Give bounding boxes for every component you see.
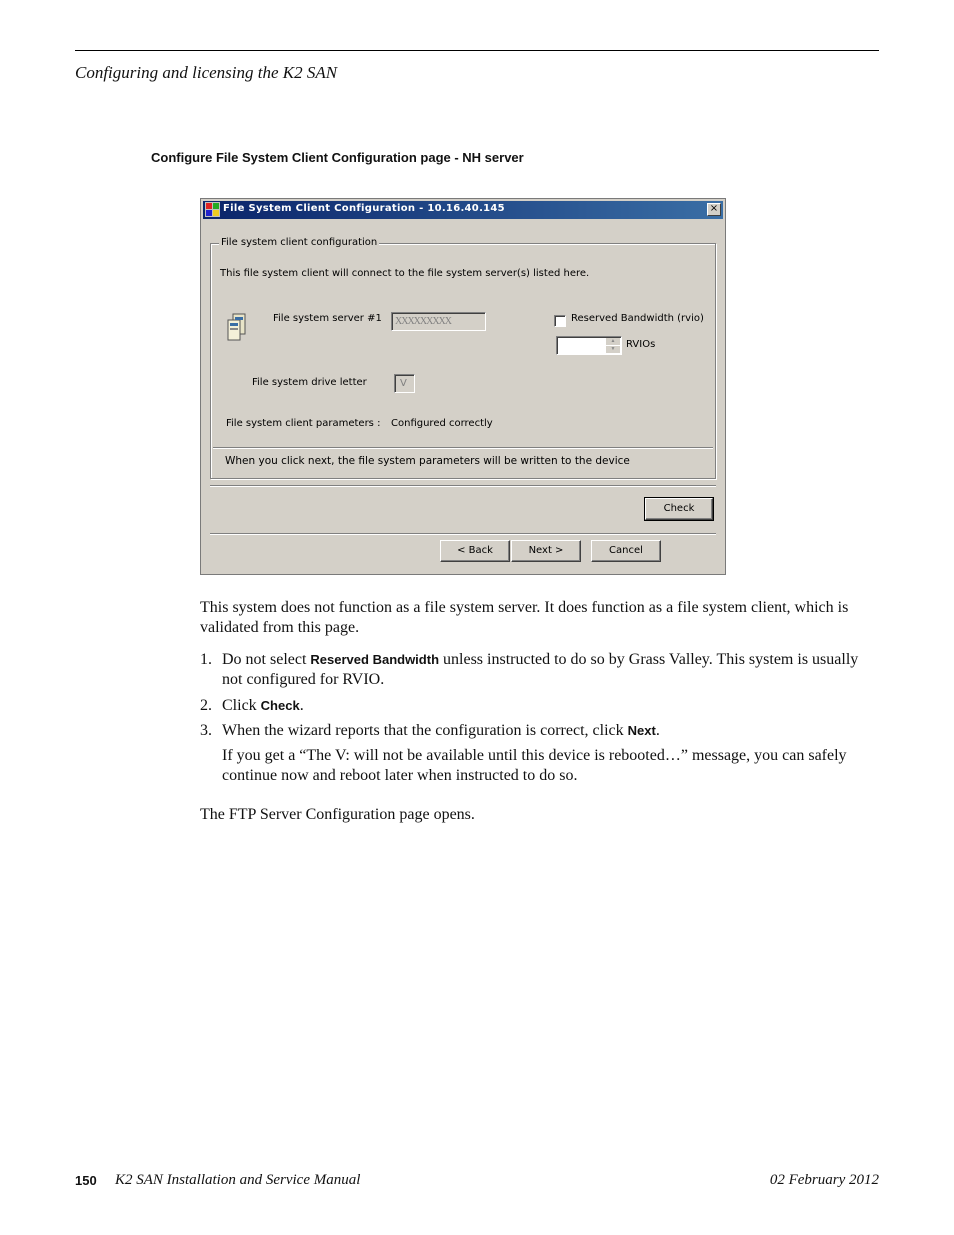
step-3-text-start: When the wizard reports that the configuration is correct, click	[222, 722, 628, 739]
spin-down-icon[interactable]: ▼	[606, 346, 620, 354]
step-3-note: If you get a “The V: will not be available until this device is rebooted…” message, you can safely continue now and reboot later when instructed to do so.	[222, 747, 847, 784]
step-2-text-start: Click	[222, 697, 261, 714]
note-separator	[213, 447, 713, 449]
drive-letter-value: V	[400, 378, 407, 389]
check-button[interactable]: Check	[645, 498, 713, 520]
server-input[interactable]	[391, 312, 486, 331]
page-number: 150	[75, 1173, 97, 1188]
publication-date: 02 February 2012	[769, 1172, 879, 1188]
server-value: XXXXXXXXX	[395, 316, 451, 327]
lower-separator	[210, 533, 716, 535]
step-3	[222, 721, 660, 741]
server-icon	[226, 312, 252, 342]
manual-title: K2 SAN Installation and Service Manual	[115, 1172, 361, 1188]
intro-paragraph: This system does not function as a file system server. It does function as a file system client, which is validated from this page.	[200, 599, 849, 636]
figure-caption: Configure File System Client Configuration page - NH server	[151, 150, 524, 165]
app-icon	[205, 202, 220, 217]
drive-letter-label: File system drive letter	[252, 377, 367, 388]
reserved-bandwidth-checkbox[interactable]	[554, 315, 566, 327]
intro-text: This file system client will connect to the file system server(s) listed here.	[220, 268, 590, 279]
step-1-number: 1.	[200, 651, 212, 668]
step-2	[222, 696, 304, 716]
rvio-spinner[interactable]	[556, 336, 622, 355]
header-rule	[75, 50, 879, 51]
write-note: When you click next, the file system parameters will be written to the device	[225, 455, 630, 467]
reserved-bandwidth-term: Reserved Bandwidth	[310, 652, 440, 667]
check-term: Check	[260, 698, 300, 713]
server-label: File system server #1	[273, 313, 382, 324]
step-1-text-start: Do not select	[222, 651, 311, 668]
next-button[interactable]: Next >	[511, 540, 581, 562]
close-icon: ×	[709, 203, 719, 214]
next-term: Next	[627, 723, 656, 738]
back-button[interactable]: < Back	[440, 540, 510, 562]
rvios-label: RVIOs	[626, 339, 656, 350]
spinner-arrows[interactable]	[606, 338, 620, 353]
step-1	[222, 650, 862, 690]
step-1-text-end: unless instructed to do so by Grass Valley. This system is usually not configured for RVIO.	[222, 651, 859, 688]
spin-up-icon[interactable]: ▲	[606, 338, 620, 346]
drive-letter-input[interactable]	[394, 374, 415, 393]
close-button[interactable]	[707, 203, 721, 216]
params-label: File system client parameters :	[226, 418, 381, 429]
step-3-text-end: .	[655, 722, 660, 739]
step-2-text-end: .	[299, 697, 304, 714]
group-title: File system client configuration	[221, 237, 378, 248]
step-2-number: 2.	[200, 697, 212, 714]
reserved-bandwidth-label: Reserved Bandwidth (rvio)	[571, 313, 704, 324]
closing-paragraph: The FTP Server Configuration page opens.	[200, 806, 475, 823]
file-system-client-dialog	[200, 198, 726, 575]
dialog-titlebar	[203, 201, 723, 219]
upper-separator	[210, 485, 716, 487]
dialog-title: File System Client Configuration - 10.16.40.145	[223, 203, 505, 214]
params-status: Configured correctly	[391, 418, 493, 429]
step-3-number: 3.	[200, 722, 212, 739]
cancel-button[interactable]: Cancel	[591, 540, 661, 562]
running-title: Configuring and licensing the K2 SAN	[75, 63, 338, 82]
